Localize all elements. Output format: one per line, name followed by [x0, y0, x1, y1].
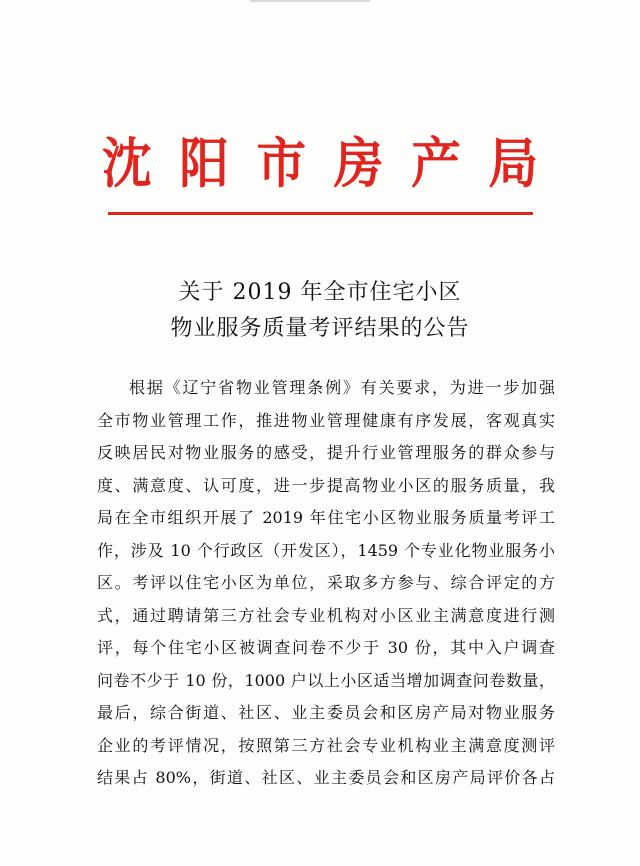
body-line: 作，涉及 10 个行政区（开发区），1459 个专业化物业服务小 — [97, 540, 555, 560]
body-line: 式，通过聘请第三方社会专业机构对小区业主满意度进行测 — [97, 605, 555, 625]
page-top-mark — [250, 0, 370, 2]
body-line: 最后，综合街道、社区、业主委员会和区房产局对物业服务 — [97, 703, 555, 722]
document-title-line-2: 物业服务质量考评结果的公告 — [170, 316, 470, 341]
body-line: 问卷不少于 10 份，1000 户以上小区适当增加调查问卷数量， — [97, 670, 555, 690]
body-line: 结果占 80%，街道、社区、业主委员会和区房产局评价各占 — [97, 768, 555, 787]
body-line: 评，每个住宅小区被调查问卷不少于 30 份，其中入户调查 — [97, 638, 555, 657]
body-line: 全市物业管理工作，推进物业管理健康有序发展，客观真实 — [97, 410, 555, 430]
body-line: 区。考评以住宅小区为单位，采取多方参与、综合评定的方 — [97, 573, 555, 592]
document-title — [0, 275, 640, 347]
body-line: 局在全市组织开展了 2019 年住宅小区物业服务质量考评工 — [97, 508, 555, 527]
document-body — [97, 372, 555, 795]
letterhead-title: 沈阳市房产局 — [101, 131, 566, 195]
letterhead-divider — [108, 212, 533, 215]
body-line: 企业的考评情况，按照第三方社会专业机构业主满意度测评 — [97, 735, 555, 755]
body-line: 度、满意度、认可度，进一步提高物业小区的服务质量，我 — [97, 475, 555, 495]
document-title-line-1: 关于 2019 年全市住宅小区 — [178, 280, 462, 305]
body-line: 根据《辽宁省物业管理条例》有关要求，为进一步加强 — [129, 378, 555, 397]
body-line: 反映居民对物业服务的感受，提升行业管理服务的群众参与 — [97, 443, 555, 462]
